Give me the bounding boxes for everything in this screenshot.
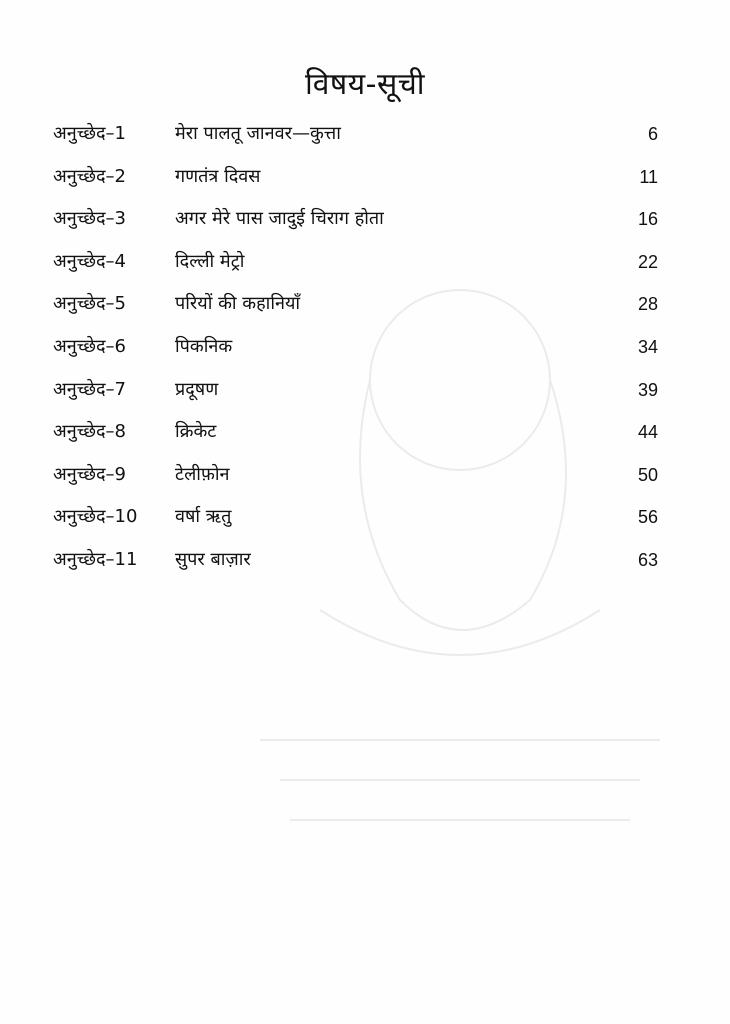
chapter-number: अनुच्छेद–4 <box>53 250 126 272</box>
toc-row <box>53 496 658 539</box>
toc-row <box>53 539 658 582</box>
page-number: 56 <box>637 507 658 528</box>
toc-row <box>53 241 658 284</box>
chapter-number: अनुच्छेद–5 <box>53 293 126 315</box>
toc-row <box>53 113 658 156</box>
chapter-topic: मेरा पालतू जानवर—कुत्ता <box>175 123 341 144</box>
page-number: 11 <box>639 166 658 187</box>
chapter-number: अनुच्छेद–9 <box>53 463 126 485</box>
chapter-number: अनुच्छेद–10 <box>53 506 138 528</box>
chapter-topic: प्रदूषण <box>175 378 219 400</box>
chapter-topic: गणतंत्र दिवस <box>175 165 261 187</box>
page-number: 22 <box>637 251 658 272</box>
chapter-number: अनुच्छेद–7 <box>53 378 126 400</box>
chapter-number: अनुच्छेद–6 <box>53 335 126 357</box>
chapter-topic: दिल्ली मेट्रो <box>175 250 245 272</box>
toc-row <box>53 411 658 454</box>
page-number: 28 <box>637 294 658 315</box>
chapter-topic: वर्षा ऋतु <box>175 506 232 528</box>
toc-row <box>53 198 658 241</box>
chapter-topic: अगर मेरे पास जादुई चिराग होता <box>175 208 384 230</box>
toc-row <box>53 156 658 199</box>
toc-row <box>53 369 658 412</box>
page-number: 39 <box>637 379 658 400</box>
chapter-number: अनुच्छेद–1 <box>53 123 126 144</box>
chapter-number: अनुच्छेद–8 <box>53 421 126 443</box>
page-number: 50 <box>637 464 658 485</box>
toc-row <box>53 326 658 369</box>
chapter-topic: टेलीफ़ोन <box>175 463 230 485</box>
toc-row <box>53 454 658 497</box>
chapter-topic: क्रिकेट <box>175 421 217 443</box>
page-title: विषय-सूची <box>304 67 426 102</box>
chapter-topic: पिकनिक <box>175 335 233 357</box>
page-number: 6 <box>647 124 658 144</box>
page-number: 44 <box>637 422 658 443</box>
table-of-contents <box>53 113 658 582</box>
page-number: 16 <box>637 209 658 230</box>
chapter-number: अनुच्छेद–3 <box>53 208 126 230</box>
chapter-number: अनुच्छेद–2 <box>53 165 126 187</box>
page-number: 63 <box>637 549 658 570</box>
toc-row <box>53 283 658 326</box>
chapter-number: अनुच्छेद–11 <box>53 548 138 570</box>
page-number: 34 <box>637 336 658 357</box>
chapter-topic: परियों की कहानियाँ <box>175 293 301 315</box>
chapter-topic: सुपर बाज़ार <box>175 548 251 570</box>
